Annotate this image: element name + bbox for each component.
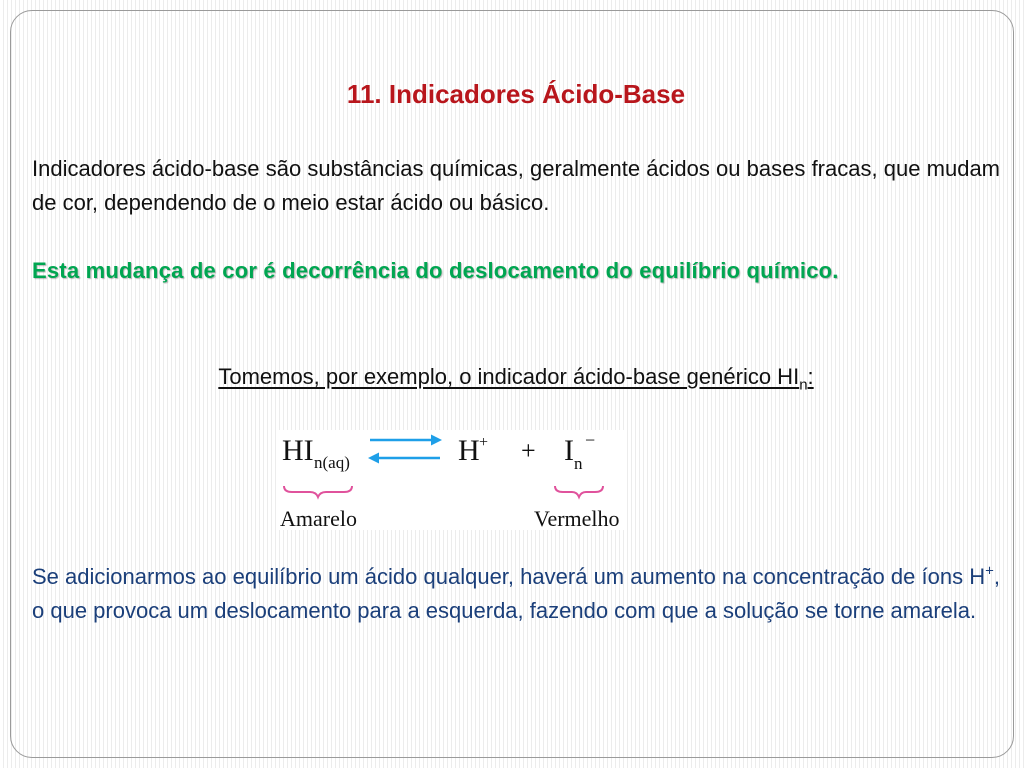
example-heading-underlined — [218, 364, 814, 394]
equilibrium-svg — [278, 430, 624, 530]
reactant-subscript: n(aq) — [314, 453, 350, 472]
anion-subscript: n — [574, 454, 583, 473]
highlight-paragraph: Esta mudança de cor é decorrência do deslocamento do equilíbrio químico. — [32, 258, 839, 283]
definition-paragraph: Indicadores ácido-base são substâncias químicas, geralmente ácidos ou bases fracas, que mudam de cor, dependendo de o meio estar ácido ou básico. — [32, 156, 1000, 215]
slide-title: 11. Indicadores Ácido-Base — [346, 79, 686, 109]
conclusion-superscript: + — [985, 562, 994, 580]
anion-formula: I — [564, 434, 574, 467]
plus-sign: + — [521, 436, 536, 465]
example-heading-suffix: : — [807, 364, 814, 389]
conclusion-text-end: , o que provoca um deslocamento para a esquerda, fazendo com que a solução se torne amarela. — [32, 564, 1000, 623]
reactant-formula: HI — [282, 434, 314, 467]
cation-formula: H — [458, 434, 480, 467]
example-heading-subscript: n — [799, 376, 808, 394]
conclusion-paragraph — [32, 560, 1000, 628]
reactant-color-label: Amarelo — [280, 506, 357, 530]
anion-color-label: Vermelho — [534, 506, 620, 530]
example-heading — [32, 360, 1000, 394]
anion-charge: − — [585, 430, 596, 450]
conclusion-text-start: Se adicionarmos ao equilíbrio um ácido qualquer, haverá um aumento na concentração de íons H — [32, 564, 986, 589]
example-heading-text: Tomemos, por exemplo, o indicador ácido-base genérico HI — [218, 364, 800, 389]
cation-charge: + — [479, 434, 489, 451]
equilibrium-diagram — [278, 430, 624, 530]
